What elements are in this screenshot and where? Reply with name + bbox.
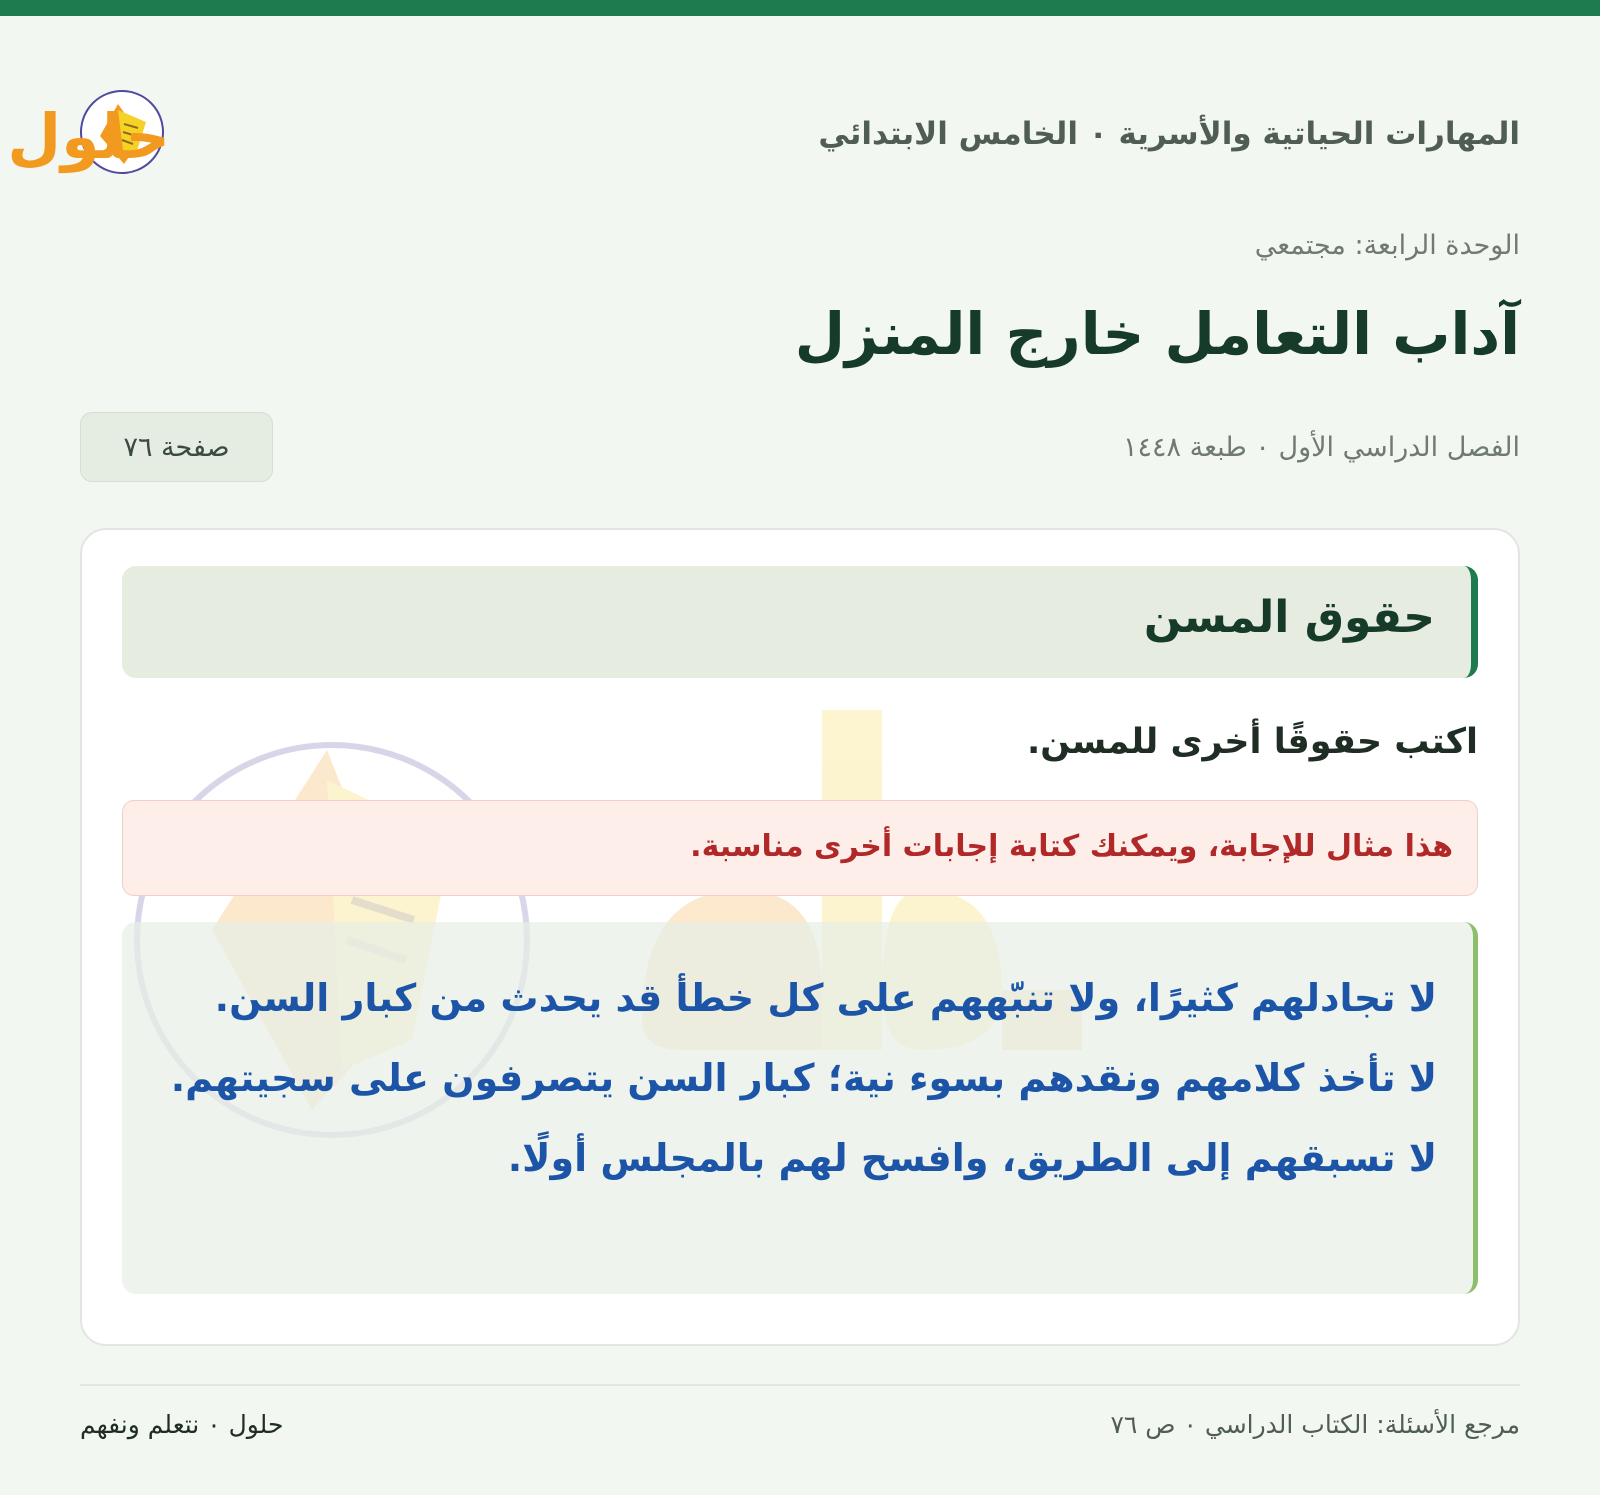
logo-wordmark: حلول xyxy=(7,100,170,173)
book-icon xyxy=(7,86,360,178)
footer-brand: حلول ٠ نتعلم ونفهم xyxy=(80,1410,284,1439)
question-prompt: اكتب حقوقًا أخرى للمسن. xyxy=(1026,722,1478,762)
answer-note xyxy=(122,800,1478,896)
header xyxy=(7,86,1520,178)
site-logo[interactable] xyxy=(7,86,360,178)
page xyxy=(0,16,1600,1495)
answer-list xyxy=(158,958,1437,1198)
section-header xyxy=(122,566,1478,678)
answer-item: لا تجادلهم كثيرًا، ولا تنبّههم على كل خطأ قد يحدث من كبار السن. xyxy=(214,976,1437,1020)
footer-divider xyxy=(80,1384,1520,1386)
term-label: الفصل الدراسي الأول ٠ طبعة ١٤٤٨ xyxy=(1123,432,1520,463)
top-accent-bar xyxy=(0,0,1600,16)
section-title: حقوق المسن xyxy=(1143,592,1435,643)
answer-item: لا تسبقهم إلى الطريق، وافسح لهم بالمجلس أولًا. xyxy=(507,1136,1437,1180)
answer-note-text: هذا مثال للإجابة، ويمكنك كتابة إجابات أخرى مناسبة. xyxy=(690,829,1453,864)
course-title: المهارات الحياتية والأسرية ٠ الخامس الابتدائي xyxy=(818,116,1520,152)
page-badge: صفحة ٧٦ xyxy=(80,412,273,482)
answer-item: لا تأخذ كلامهم ونقدهم بسوء نية؛ كبار السن يتصرفون على سجيتهم. xyxy=(170,1056,1437,1100)
lesson-title: آداب التعامل خارج المنزل xyxy=(794,300,1520,368)
content-card xyxy=(80,528,1520,1346)
footer-reference: مرجع الأسئلة: الكتاب الدراسي ٠ ص ٧٦ xyxy=(1110,1410,1520,1439)
answer-box xyxy=(122,922,1478,1294)
unit-label: الوحدة الرابعة: مجتمعي xyxy=(1254,230,1520,261)
